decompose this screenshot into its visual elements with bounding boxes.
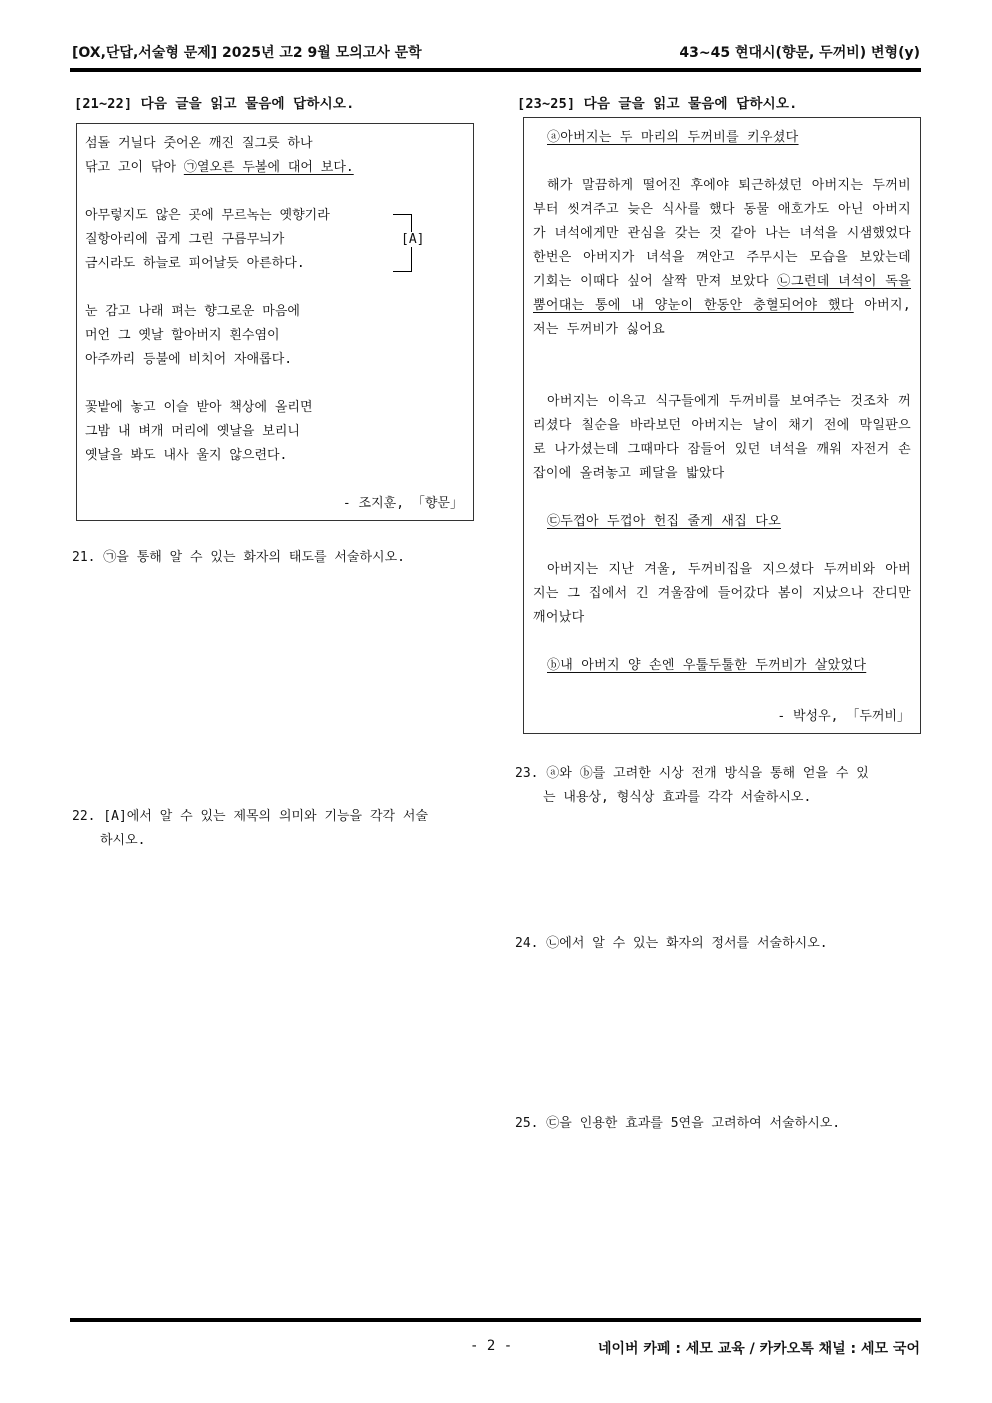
page-number: - 2 - — [470, 1338, 513, 1354]
poem-line: 질항아리에 곱게 그린 구름무늬가 — [85, 232, 285, 247]
bracket-a-label: [A] — [401, 232, 425, 247]
question-22-cont: 하시오. — [100, 833, 146, 848]
underlined-phrase-c: ㉢두껍아 두껍아 헌집 줄게 새집 다오 — [547, 514, 781, 529]
footer-info: 네이버 카페 : 세모 교육 / 카카오톡 채널 : 세모 국어 — [597, 1341, 920, 1357]
header-subtitle: 43~45 현대시(향문, 두꺼비) 변형(y) — [679, 45, 920, 61]
question-23: 23. ⓐ와 ⓑ를 고려한 시상 전개 방식을 통해 얻을 수 있 — [515, 766, 869, 781]
marked-line-b: ⓑ내 아버지 양 손엔 우툴두툴한 두꺼비가 살았었다 — [547, 658, 867, 673]
question-23-cont: 는 내용상, 형식상 효과를 각각 서술하시오. — [543, 790, 812, 805]
poem-credit: - 조지훈, 「향문」 — [342, 496, 463, 511]
header-title: [OX,단답,서술형 문제] 2025년 고2 9월 모의고사 문학 — [72, 45, 422, 61]
poem-line: 섬돌 거닐다 줏어온 깨진 질그릇 하나 — [85, 136, 313, 151]
underlined-phrase-b: ㉡그런데 녀석이 독을 뿜어대는 통에 내 양눈이 한동안 충혈되어야 했다 — [533, 274, 911, 313]
right-section-title: [23~25] 다음 글을 읽고 물음에 답하시오. — [517, 96, 798, 112]
question-22: 22. [A]에서 알 수 있는 제목의 의미와 기능을 각각 서술 — [72, 809, 429, 824]
header-divider — [70, 68, 921, 72]
poem-line: 아주까리 등불에 비치어 자애롭다. — [85, 352, 293, 367]
question-21: 21. ㉠을 통해 알 수 있는 화자의 태도를 서술하시오. — [72, 550, 405, 565]
poem-box-hyangmun — [76, 123, 474, 521]
poem-line: 꽃밭에 놓고 이슬 받아 책상에 올리면 — [85, 400, 313, 415]
poem-line: 눈 감고 나래 펴는 향그로운 마음에 — [85, 304, 300, 319]
left-section-title: [21~22] 다음 글을 읽고 물음에 답하시오. — [74, 96, 355, 112]
poem-credit: - 박성우, 「두꺼비」 — [777, 709, 910, 724]
question-25: 25. ㉢을 인용한 효과를 5연을 고려하여 서술하시오. — [515, 1116, 841, 1131]
poem-line: 금시라도 하늘로 피어날듯 아른하다. — [85, 256, 305, 271]
poem-paragraph-2: 해가 말끔하게 떨어진 후에야 퇴근하셨던 아버지는 두꺼비부터 씻겨주고 늦은 식사를 했다 동물 애호가도 아닌 아버지가 녀석에게만 관심을 갖는 것 같아 나는 녀석을 시샘했었다 한번은 아버지가 녀석을 껴안고 주무시는 모습을 보았는데 기회는 이때다 싶어 살짝 만져 보았다 ㉡그런데 녀석이 독을 뿜어대는 통에 내 양눈이 한동안 충혈되어야 했다 아버지, 저는 두꺼비가 싫어요 — [533, 178, 912, 337]
marked-line-a: ⓐ아버지는 두 마리의 두꺼비를 키우셨다 — [547, 130, 799, 145]
question-24: 24. ㉡에서 알 수 있는 화자의 정서를 서술하시오. — [515, 936, 828, 951]
poem-line: 머언 그 옛날 할아버지 흰수염이 — [85, 328, 280, 343]
poem-paragraph-5: 아버지는 지난 겨울, 두꺼비집을 지으셨다 두꺼비와 아버지는 그 집에서 긴 겨울잠에 들어갔다 봄이 지났으나 잔디만 깨어났다 — [533, 562, 911, 625]
poem-paragraph-3: 아버지는 이윽고 식구들에게 두꺼비를 보여주는 것조차 꺼리셨다 칠순을 바라보던 아버지는 날이 채기 전에 막일판으로 나가셨는데 그때마다 잠들어 있던 녀석을 깨워 자전거 손잡이에 올려놓고 페달을 밟았다 — [533, 394, 911, 481]
poem-line: 아무렇지도 않은 곳에 무르녹는 옛향기라 — [85, 208, 330, 223]
poem-line: 옛날을 봐도 내사 울지 않으련다. — [85, 448, 288, 463]
footer-divider — [70, 1318, 921, 1322]
poem-line: 닦고 고이 닦아 ㉠열오른 두볼에 대어 보다. — [85, 160, 354, 175]
poem-box-dukkeobi — [523, 117, 921, 734]
poem-line: 그밤 내 벼개 머리에 옛날을 보리니 — [85, 424, 300, 439]
underlined-phrase-a: ㉠열오른 두볼에 대어 보다. — [183, 160, 354, 175]
